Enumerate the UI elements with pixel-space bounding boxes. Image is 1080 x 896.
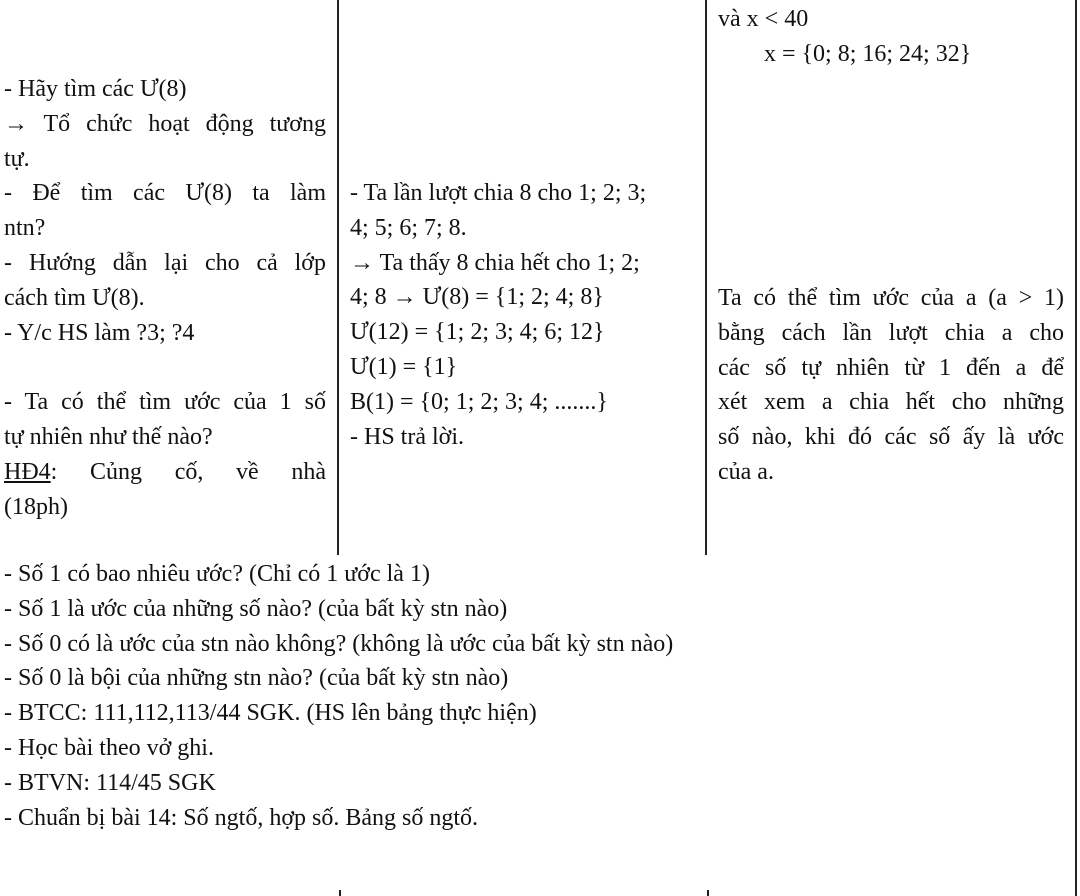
left-line: → Tổ chức hoạt động tương bbox=[4, 110, 326, 137]
bottom-line: - Chuẩn bị bài 14: Số ngtố, hợp số. Bảng số ngtố. bbox=[4, 804, 479, 831]
bottom-line: - Số 1 có bao nhiêu ước? (Chỉ có 1 ước là 1) bbox=[4, 561, 430, 587]
bottom-line: - BTVN: 114/45 SGK bbox=[4, 769, 216, 796]
mid-line: Ư(12) = {1; 2; 3; 4; 6; 12} bbox=[350, 319, 605, 346]
left-line: ntn? bbox=[4, 215, 46, 242]
left-line: cách tìm Ư(8). bbox=[4, 284, 145, 311]
table-rule-left-mid bbox=[337, 0, 339, 555]
page-right-rule bbox=[1075, 0, 1077, 896]
left-line: - Ta có thể tìm ước của 1 số bbox=[4, 389, 326, 416]
mid-line: 4; 5; 6; 7; 8. bbox=[350, 214, 467, 241]
right-note-line: bằng cách lần lượt chia a cho bbox=[718, 319, 1064, 346]
left-line: - Y/c HS làm ?3; ?4 bbox=[4, 319, 195, 346]
table-rule-mid-right bbox=[705, 0, 707, 555]
bottom-line: - Số 1 là ước của những số nào? (của bất kỳ stn nào) bbox=[4, 595, 508, 622]
bottom-line: - BTCC: 111,112,113/44 SGK. (HS lên bảng thực hiện) bbox=[4, 700, 537, 727]
bottom-line: - Số 0 có là ước của stn nào không? (không là ước của bất kỳ stn nào) bbox=[4, 630, 674, 657]
next-table-rule-fragment bbox=[707, 890, 709, 896]
right-note-line: xét xem a chia hết cho những bbox=[718, 389, 1064, 416]
mid-line: Ư(1) = {1} bbox=[350, 353, 458, 380]
hd4-heading bbox=[4, 455, 326, 490]
mid-line: 4; 8 → Ư(8) = {1; 2; 4; 8} bbox=[350, 284, 604, 311]
left-line: tự nhiên như thế nào? bbox=[4, 423, 213, 450]
left-line: - Hướng dẫn lại cho cả lớp bbox=[4, 249, 326, 276]
right-note-line: Ta có thể tìm ước của a (a > 1) bbox=[718, 285, 1064, 311]
left-gap bbox=[4, 350, 326, 385]
right-top-line-2: x = {0; 8; 16; 24; 32} bbox=[764, 40, 972, 67]
right-column-note bbox=[718, 281, 1064, 490]
next-table-rule-fragment bbox=[339, 890, 341, 896]
left-line: - Để tìm các Ư(8) ta làm bbox=[4, 180, 326, 207]
left-line: tự. bbox=[4, 145, 30, 172]
bottom-line: - Học bài theo vở ghi. bbox=[4, 734, 214, 761]
bottom-line: - Số 0 là bội của những stn nào? (của bất kỳ stn nào) bbox=[4, 665, 509, 692]
hd4-label: HĐ4 bbox=[4, 458, 51, 485]
left-line: - Hãy tìm các Ư(8) bbox=[4, 76, 187, 102]
mid-line: - HS trả lời. bbox=[350, 423, 465, 450]
right-note-line: của a. bbox=[718, 458, 774, 485]
mid-line: - Ta lần lượt chia 8 cho 1; 2; 3; bbox=[350, 180, 647, 206]
mid-line: B(1) = {0; 1; 2; 3; 4; .......} bbox=[350, 388, 608, 415]
left-column bbox=[4, 72, 326, 524]
bottom-notes bbox=[4, 557, 673, 835]
mid-line: → Ta thấy 8 chia hết cho 1; 2; bbox=[350, 249, 640, 276]
right-note-line: các số tự nhiên từ 1 đến a để bbox=[718, 354, 1064, 381]
hd4-time: (18ph) bbox=[4, 493, 68, 520]
hd4-title: : Củng cố, về nhà bbox=[50, 458, 326, 485]
right-top-line-1: và x < 40 bbox=[718, 6, 809, 32]
right-column-top bbox=[718, 2, 971, 72]
right-note-line: số nào, khi đó các số ấy là ước bbox=[718, 424, 1064, 451]
middle-column bbox=[350, 176, 646, 454]
